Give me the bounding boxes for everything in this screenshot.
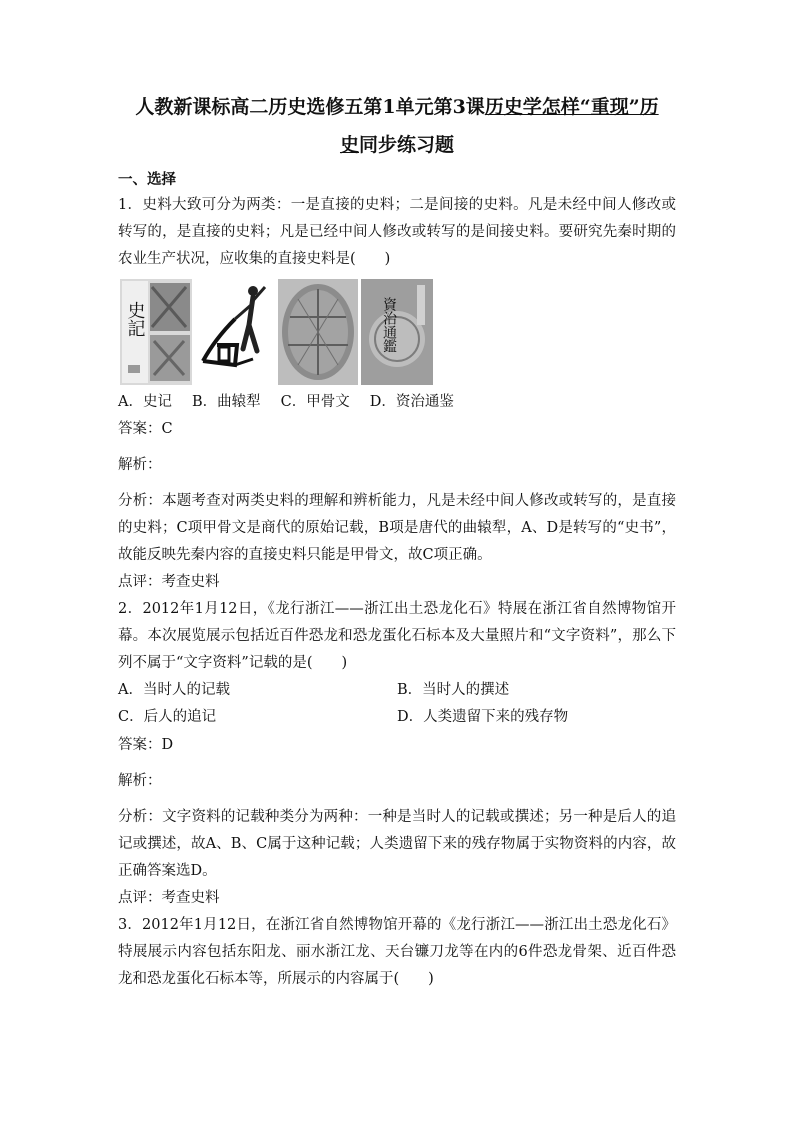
title-link[interactable]: 历史学怎样“重现”历: [484, 96, 659, 118]
option-c[interactable]: C．甲骨文: [280, 394, 350, 410]
book-title-text-1: 史記: [124, 301, 146, 337]
question-2-analysis: 分析：文字资料的记载种类分为两种：一种是当时人的记载或撰述；另一种是后人的追记或撰述，故A、B、C属于这种记载；人类遗留下来的残存物属于实物资料的内容，故正确答案选D。: [118, 809, 676, 879]
question-2-answer: 答案：D: [118, 737, 174, 753]
option-c[interactable]: C．后人的追记: [118, 709, 217, 725]
book-title-text-2: 資治通鑑: [381, 297, 397, 353]
question-2-comment: 点评：考查史料: [118, 890, 220, 906]
zizhitongjian-book-image: [361, 279, 433, 385]
document-title: [118, 88, 676, 164]
option-b[interactable]: B．曲辕犁: [191, 394, 261, 410]
shiji-book-image: [120, 279, 192, 385]
option-a[interactable]: A．史记: [118, 394, 172, 410]
option-d[interactable]: D．资治通鉴: [369, 394, 454, 410]
option-b[interactable]: B．当时人的撰述: [397, 682, 510, 698]
question-2-options-row-2: [118, 704, 676, 731]
question-2-text: 2．2012年1月12日，《龙行浙江——浙江出土恐龙化石》特展在浙江省自然博物馆开幕。本次展览展示包括近百件恐龙和恐龙蛋化石标本及大量照片和“文字资料”，那么下列不属于“文字资料”记载的是( ): [118, 601, 676, 671]
option-d[interactable]: D．人类遗留下来的残存物: [397, 709, 569, 725]
title-tail: 同步练习题: [359, 134, 455, 156]
question-1-answer: 答案：C: [118, 421, 173, 437]
question-2-analysis-label: 解析：: [118, 773, 162, 789]
option-a[interactable]: A．当时人的记载: [118, 682, 230, 698]
question-1-options: [118, 389, 676, 415]
question-1-analysis-label: 解析：: [118, 457, 162, 473]
question-1-comment: 点评：考查史料: [118, 574, 220, 590]
plough-image: [195, 279, 275, 385]
section-heading: 一、选择: [118, 171, 176, 188]
question-1-text: 1．史料大致可分为两类：一是直接的史料；二是间接的史料。凡是未经中间人修改或转写的，是直接的史料；凡是已经中间人修改或转写的是间接史料。要研究先秦时期的农业生产状况，应收集的直接史料是( ): [118, 197, 676, 267]
question-3-text: 3．2012年1月12日，在浙江省自然博物馆开幕的《龙行浙江——浙江出土恐龙化石》特展展示内容包括东阳龙、丽水浙江龙、天台镰刀龙等在内的6件恐龙骨架、近百件恐龙和恐龙蛋化石标本等，所展示的内容属于( ): [118, 917, 676, 987]
title-link-continued[interactable]: 史: [339, 134, 359, 156]
question-1-analysis: 分析：本题考查对两类史料的理解和辨析能力，凡是未经中间人修改或转写的，是直接的史料；C项甲骨文是商代的原始记载，B项是唐代的曲辕犁，A、D是转写的“史书”，故能反映先秦内容的直接史料只能是甲骨文，故C项正确。: [118, 493, 676, 563]
oracle-bone-image: [278, 279, 358, 385]
title-main: 人教新课标高二历史选修五第1单元第3课: [135, 96, 485, 118]
document-page: [118, 88, 676, 993]
question-2-options-row-1: [118, 677, 676, 704]
question-1-images: [120, 279, 676, 385]
